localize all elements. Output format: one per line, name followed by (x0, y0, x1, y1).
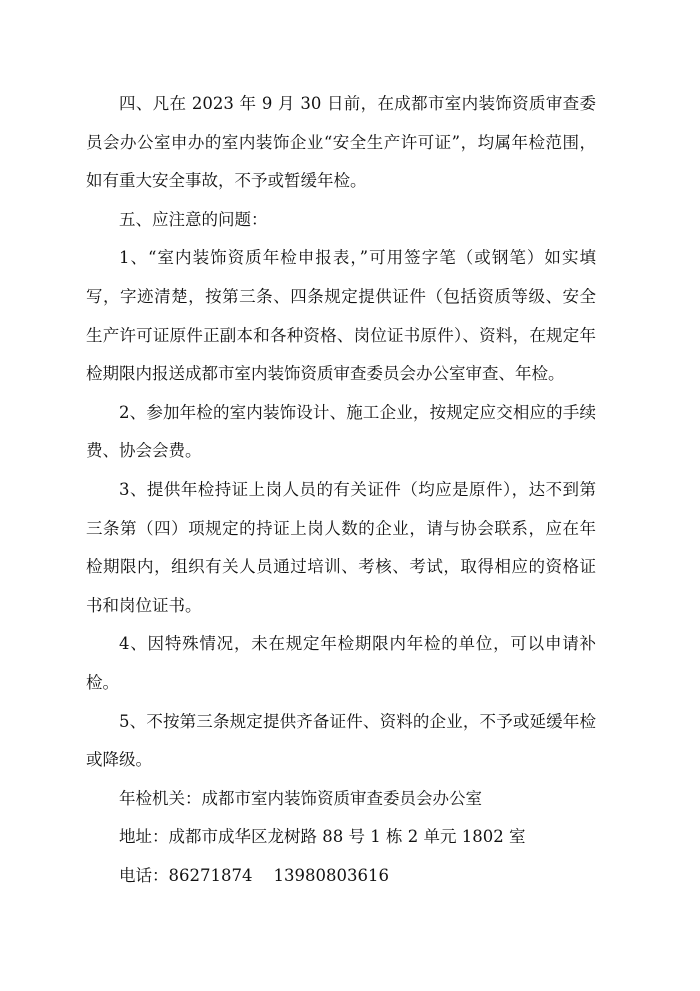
paragraph-note-3: 3、提供年检持证上岗人员的有关证件（均应是原件），达不到第三条第（四）项规定的持证上岗人数的企业，请与协会联系，应在年检期限内，组织有关人员通过培训、考核、考试，取得相应的资格证书和岗位证书。 (86, 479, 596, 615)
paragraph-note-2: 2、参加年检的室内装饰设计、施工企业，按规定应交相应的手续费、协会会费。 (86, 402, 596, 461)
document-body (86, 85, 596, 895)
paragraph-item-four: 四、凡在 2023 年 9 月 30 日前，在成都市室内装饰资质审查委员会办公室申办的室内装饰企业“安全生产许可证”，均属年检范围，如有重大安全事故，不予或暂缓年检。 (86, 94, 596, 191)
paragraph-note-4: 4、因特殊情况，未在规定年检期限内年检的单位，可以申请补检。 (86, 634, 596, 692)
section-heading-notes: 五、应注意的问题： (119, 209, 268, 229)
contact-authority: 年检机关：成都市室内装饰资质审查委员会办公室 (119, 788, 482, 808)
contact-address: 地址：成都市成华区龙树路 88 号 1 栋 2 单元 1802 室 (119, 827, 526, 847)
contact-phone: 电话：86271874 13980803616 (119, 865, 389, 885)
paragraph-note-1: 1、“室内装饰资质年检申报表，”可用签字笔（或钢笔）如实填写，字迹清楚，按第三条、四条规定提供证件（包括资质等级、安全生产许可证原件正副本和各种资格、岗位证书原件）、资料，在规定年检期限内报送成都市室内装饰资质审查委员会办公室审查、年检。 (86, 248, 596, 384)
paragraph-note-5: 5、不按第三条规定提供齐备证件、资料的企业，不予或延缓年检或降级。 (86, 711, 596, 770)
